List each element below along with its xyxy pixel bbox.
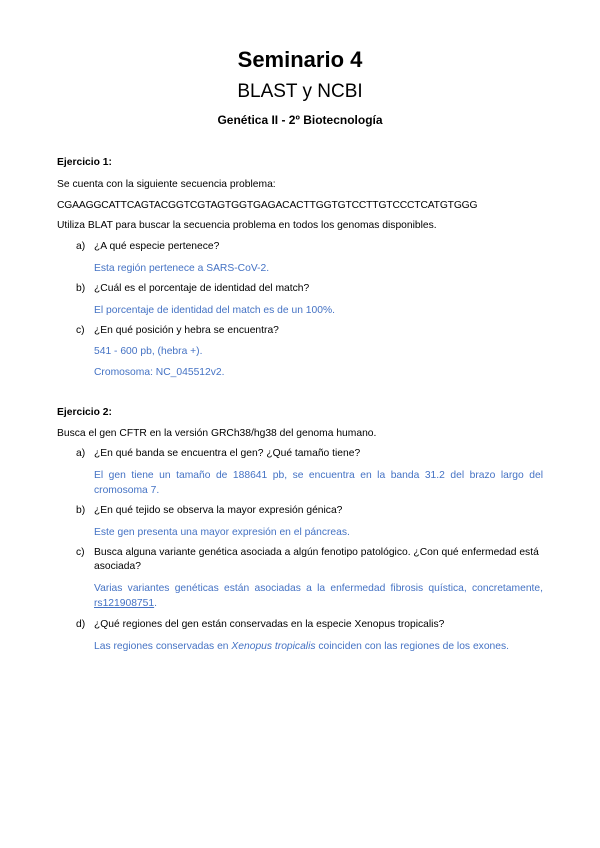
question-text: ¿En qué posición y hebra se encuentra? xyxy=(94,325,279,336)
exercise-2-intro: Busca el gen CFTR en la versión GRCh38/hg38 del genoma humano. xyxy=(57,428,377,439)
course-name: Genética II - 2º Biotecnología xyxy=(217,113,383,127)
question-label: c) xyxy=(76,325,85,336)
problem-sequence: CGAAGGCATTCAGTACGGTCGTAGTGGTGAGACACTTGGTGTCCTTGTCCCTCATGTGGG xyxy=(57,200,478,211)
answer-2d-end: coinciden con las regiones de los exones. xyxy=(315,641,510,652)
question-text: ¿En qué tejido se observa la mayor expresión génica? xyxy=(94,505,343,516)
exercise-1-intro: Se cuenta con la siguiente secuencia problema: xyxy=(57,179,276,190)
answer-1a: Esta región pertenece a SARS-CoV-2. xyxy=(94,263,270,274)
species-name: Xenopus tropicalis xyxy=(231,641,316,652)
question-label: d) xyxy=(76,619,86,630)
answer-1c-position: 541 - 600 pb, (hebra +). xyxy=(94,346,203,357)
question-label: b) xyxy=(76,505,86,516)
question-label: c) xyxy=(76,547,85,558)
answer-2d-text: Las regiones conservadas en xyxy=(94,641,232,652)
page-title: Seminario 4 xyxy=(237,47,363,72)
question-text: ¿Qué regiones del gen están conservadas en la especie Xenopus tropicalis? xyxy=(94,619,445,630)
answer-2b: Este gen presenta una mayor expresión en el páncreas. xyxy=(94,527,350,538)
exercise-1-instruction: Utiliza BLAT para buscar la secuencia problema en todos los genomas disponibles. xyxy=(57,220,437,231)
exercise-1-heading: Ejercicio 1: xyxy=(57,157,112,168)
question-label: b) xyxy=(76,283,86,294)
variant-link[interactable]: rs121908751 xyxy=(94,598,155,609)
answer-2a: El gen tiene un tamaño de 188641 pb, se encuentra en la banda 31.2 del brazo largo del cromosoma 7. xyxy=(94,470,543,496)
answer-1b: El porcentaje de identidad del match es de un 100%. xyxy=(94,305,335,316)
question-2c-text: Busca alguna variante genética asociada a algún fenotipo patológico. ¿Con qué enfermedad está asociada? xyxy=(94,547,539,572)
answer-2c xyxy=(94,581,543,611)
answer-2c-end: . xyxy=(154,598,157,609)
question-text: ¿Cuál es el porcentaje de identidad del match? xyxy=(94,283,310,294)
question-label: a) xyxy=(76,448,86,459)
question-text: ¿A qué especie pertenece? xyxy=(94,241,220,252)
exercise-2-heading: Ejercicio 2: xyxy=(57,407,112,418)
answer-2c-text: Varias variantes genéticas están asociadas a la enfermedad fibrosis quística, concretamente, xyxy=(94,583,543,594)
answer-2d xyxy=(94,639,543,654)
question-label: a) xyxy=(76,241,86,252)
page-subtitle: BLAST y NCBI xyxy=(237,81,363,102)
answer-1c-chromosome: Cromosoma: NC_045512v2. xyxy=(94,367,225,378)
question-text: ¿En qué banda se encuentra el gen? ¿Qué tamaño tiene? xyxy=(94,448,361,459)
